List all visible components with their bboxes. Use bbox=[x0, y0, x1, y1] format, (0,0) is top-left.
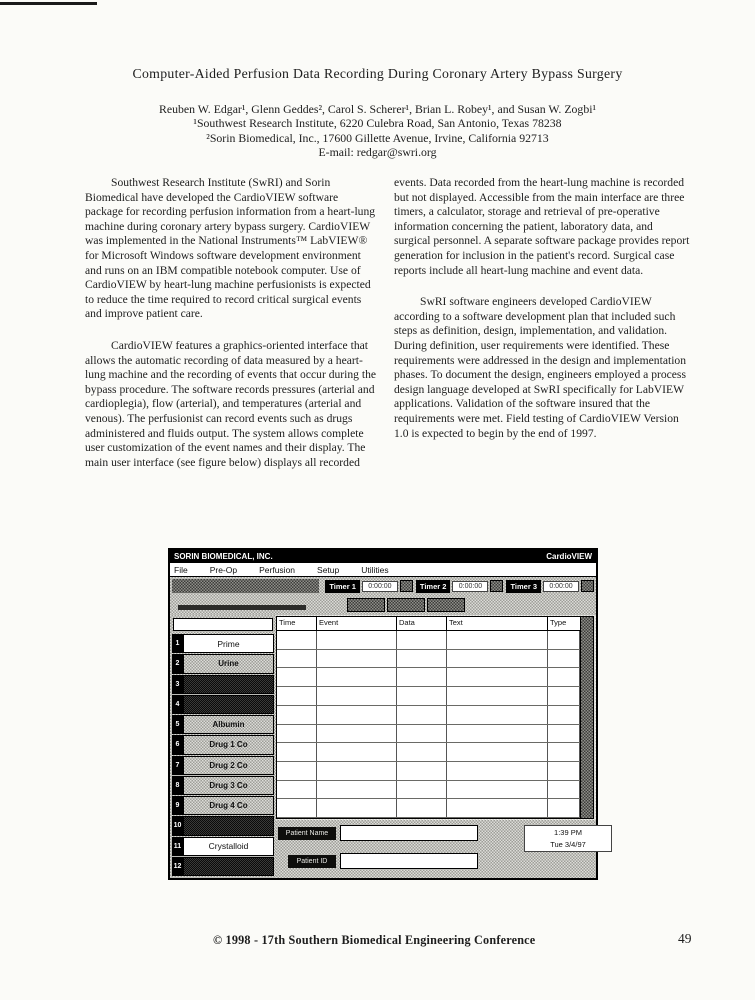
timer-3-group bbox=[506, 580, 594, 593]
event-table-row[interactable] bbox=[277, 725, 580, 744]
event-table-row[interactable] bbox=[277, 706, 580, 725]
event-table-cell bbox=[277, 762, 317, 780]
event-number: 3 bbox=[172, 675, 183, 694]
event-table-cell bbox=[548, 762, 580, 780]
event-table bbox=[276, 616, 594, 819]
event-table-cell bbox=[397, 631, 447, 649]
event-button-row bbox=[172, 695, 274, 714]
column-header-data: Data bbox=[397, 617, 447, 630]
event-button-crystalloid[interactable]: Crystalloid bbox=[183, 837, 274, 856]
event-table-cell bbox=[277, 650, 317, 668]
event-number: 7 bbox=[172, 756, 183, 775]
table-scrollbar[interactable] bbox=[580, 617, 593, 818]
event-table-row[interactable] bbox=[277, 668, 580, 687]
main-area bbox=[170, 615, 596, 878]
event-table-cell bbox=[317, 762, 397, 780]
event-button-row bbox=[172, 634, 274, 653]
column-header-time: Time bbox=[277, 617, 317, 630]
table-and-status bbox=[276, 615, 596, 878]
event-number: 4 bbox=[172, 695, 183, 714]
event-table-cell bbox=[548, 799, 580, 817]
event-table-cell bbox=[317, 631, 397, 649]
paragraph: events. Data recorded from the heart-lung machine is recorded but not displayed. Accessible from the main interface are three timers, a calculator, storage and retrieval of pre-operative information concerning the patient, laboratory data, and surgical personnel. A separate software package provides report generation for inclusion in the patient's record. Surgical case reports include all heart-lung machine and event data. bbox=[394, 176, 690, 277]
event-table-cell bbox=[397, 650, 447, 668]
event-table-cell bbox=[397, 706, 447, 724]
event-button-row bbox=[172, 675, 274, 694]
toolbar-button-2[interactable] bbox=[387, 598, 425, 612]
event-table-cell bbox=[447, 650, 548, 668]
product-name: CardioVIEW bbox=[546, 552, 592, 561]
timer-2-start-button[interactable] bbox=[490, 580, 503, 592]
event-table-row[interactable] bbox=[277, 799, 580, 818]
paragraph: Southwest Research Institute (SwRI) and Sorin Biomedical have developed the CardioVIEW software package for recording perfusion information from a heart-lung machine during coronary artery bypass surgery. CardioVIEW was implemented in the National Instruments™ LabVIEW® for Microsoft Windows software development environment and runs on an IBM compatible notebook computer. Use of CardioVIEW by heart-lung machine perfusionists is expected to reduce the time required to record critical surgical events and improve patient care. bbox=[85, 176, 376, 321]
event-button-row bbox=[172, 776, 274, 795]
event-button-row bbox=[172, 837, 274, 856]
event-table-cell bbox=[447, 743, 548, 761]
timer-3-start-button[interactable] bbox=[581, 580, 594, 592]
paragraph: CardioVIEW features a graphics-oriented interface that allows the automatic recording of data measured by a heart-lung machine and the recording of events that occur during the bypass procedure. The software records pressures (arterial and cardioplegia), flow (arterial), and temperatures (arterial and venous). The perfusionist can record events such as drugs administered and fluids output. The system allows complete user customization of the event names and their display. The main user interface (see figure below) displays all recorded bbox=[85, 338, 377, 469]
timer-2-label: Timer 2 bbox=[416, 580, 451, 593]
event-button-row bbox=[172, 816, 274, 835]
timer-2-display: 0:00:00 bbox=[452, 581, 488, 592]
event-number: 12 bbox=[172, 857, 183, 876]
event-table-cell bbox=[277, 631, 317, 649]
page-title: Computer-Aided Perfusion Data Recording During Coronary Artery Bypass Surgery bbox=[132, 66, 623, 81]
left-column bbox=[85, 176, 378, 487]
event-number: 10 bbox=[172, 816, 183, 835]
event-table-cell bbox=[317, 668, 397, 686]
event-button-albumin[interactable]: Albumin bbox=[183, 715, 274, 734]
event-button-drug-3[interactable]: Drug 3 Co bbox=[183, 776, 274, 795]
timer-1-label: Timer 1 bbox=[325, 580, 360, 593]
cardioview-window bbox=[168, 548, 598, 880]
patient-status-panel bbox=[276, 820, 596, 878]
event-number: 8 bbox=[172, 776, 183, 795]
event-number: 6 bbox=[172, 735, 183, 754]
footer-copyright: © 1998 - 17th Southern Biomedical Engineering Conference bbox=[213, 933, 536, 947]
event-table-cell bbox=[548, 668, 580, 686]
event-table-row[interactable] bbox=[277, 743, 580, 762]
event-button-row bbox=[172, 654, 274, 673]
menu-pre-op[interactable]: Pre-Op bbox=[209, 564, 238, 575]
event-button-10[interactable] bbox=[183, 816, 274, 835]
column-header-type: Type bbox=[550, 618, 567, 627]
toolbar-button-3[interactable] bbox=[427, 598, 465, 612]
clock-time: 1:39 PM bbox=[554, 828, 582, 837]
cardioview-screenshot-figure bbox=[168, 548, 598, 880]
menu-utilities[interactable]: Utilities bbox=[361, 564, 389, 575]
event-number: 11 bbox=[172, 837, 183, 856]
event-button-row bbox=[172, 857, 274, 876]
menu-file[interactable]: File bbox=[174, 564, 188, 575]
event-table-cell bbox=[447, 631, 548, 649]
event-table-cell bbox=[548, 687, 580, 705]
event-number: 9 bbox=[172, 796, 183, 815]
event-button-3[interactable] bbox=[183, 675, 274, 694]
body-columns bbox=[85, 176, 691, 487]
clock-date: Tue 3/4/97 bbox=[550, 840, 586, 849]
event-table-cell bbox=[277, 706, 317, 724]
event-table-cell bbox=[548, 631, 580, 649]
event-table-row[interactable] bbox=[277, 631, 580, 650]
flow-slider[interactable] bbox=[178, 605, 306, 610]
event-table-cell bbox=[397, 762, 447, 780]
event-button-row bbox=[172, 796, 274, 815]
event-number: 2 bbox=[172, 654, 183, 673]
email-line: E-mail: redgar@swri.org bbox=[318, 145, 437, 160]
affiliation-1: ¹Southwest Research Institute, 6220 Culebra Road, San Antonio, Texas 78238 bbox=[193, 116, 562, 131]
event-number: 1 bbox=[172, 634, 183, 653]
timer-3-label: Timer 3 bbox=[506, 580, 541, 593]
page-number: 49 bbox=[678, 931, 692, 946]
clock-display bbox=[524, 825, 612, 852]
event-table-cell bbox=[447, 799, 548, 817]
paragraph: SwRI software engineers developed CardioVIEW according to a software development plan that included such steps as definition, design, implementation, and validation. During definition, user requirements were identified. These requirements were addressed in the design and implementation phases. To document the design, engineers employed a process design language developed at SwRI specifically for LabVIEW applications. Validation of the software insured that the requirements were met. Field testing of CardioVIEW Version 1.0 is expected to begin by the end of 1997. bbox=[394, 295, 687, 440]
toolbar-row-2 bbox=[170, 595, 596, 615]
event-button-12[interactable] bbox=[183, 857, 274, 876]
event-table-body bbox=[277, 631, 580, 818]
event-table-header bbox=[277, 617, 580, 631]
timer-1-start-button[interactable] bbox=[400, 580, 413, 592]
event-table-cell bbox=[548, 725, 580, 743]
event-table-row[interactable] bbox=[277, 781, 580, 800]
timer-1-group bbox=[325, 580, 413, 593]
event-table-cell bbox=[277, 781, 317, 799]
menu-bar bbox=[170, 563, 596, 577]
scan-artifact-line bbox=[0, 2, 97, 5]
patient-id-input[interactable] bbox=[340, 853, 478, 869]
event-table-cell bbox=[397, 799, 447, 817]
event-table-cell bbox=[317, 687, 397, 705]
event-table-cell bbox=[397, 668, 447, 686]
event-table-cell bbox=[317, 781, 397, 799]
event-button-row bbox=[172, 756, 274, 775]
event-table-cell bbox=[317, 725, 397, 743]
event-table-cell bbox=[277, 725, 317, 743]
event-table-cell bbox=[317, 799, 397, 817]
timer-3-display: 0:00:00 bbox=[543, 581, 579, 592]
event-button-sidebar bbox=[170, 615, 276, 878]
event-button-urine[interactable]: Urine bbox=[183, 654, 274, 673]
event-table-row[interactable] bbox=[277, 650, 580, 669]
event-table-cell bbox=[548, 706, 580, 724]
event-button-row bbox=[172, 715, 274, 734]
event-table-cell bbox=[447, 781, 548, 799]
event-button-prime[interactable]: Prime bbox=[183, 634, 274, 653]
event-button-drug-2[interactable]: Drug 2 Co bbox=[183, 756, 274, 775]
event-table-row[interactable] bbox=[277, 687, 580, 706]
event-table-row[interactable] bbox=[277, 762, 580, 781]
paper-header bbox=[0, 66, 755, 160]
event-button-drug-1[interactable]: Drug 1 Co bbox=[183, 735, 274, 754]
affiliation-2: ²Sorin Biomedical, Inc., 17600 Gillette Avenue, Irvine, California 92713 bbox=[206, 130, 549, 145]
event-table-cell bbox=[447, 687, 548, 705]
column-header-event: Event bbox=[317, 617, 397, 630]
event-button-4[interactable] bbox=[183, 695, 274, 714]
pump-display-area bbox=[172, 579, 319, 593]
event-table-cell bbox=[548, 781, 580, 799]
event-number: 5 bbox=[172, 715, 183, 734]
right-column bbox=[394, 176, 691, 487]
event-table-cell bbox=[277, 668, 317, 686]
event-table-cell bbox=[397, 781, 447, 799]
menu-setup[interactable]: Setup bbox=[317, 564, 340, 575]
timer-2-group bbox=[416, 580, 504, 593]
event-button-row bbox=[172, 735, 274, 754]
authors-line: Reuben W. Edgar¹, Glenn Geddes², Carol S. Scherer¹, Brian L. Robey¹, and Susan W. Zogbi¹ bbox=[158, 102, 597, 116]
event-table-cell bbox=[548, 743, 580, 761]
window-title-bar bbox=[170, 550, 596, 563]
toolbar-button-1[interactable] bbox=[347, 598, 385, 612]
event-table-cell bbox=[317, 650, 397, 668]
event-table-cell bbox=[447, 725, 548, 743]
timer-row bbox=[170, 577, 596, 595]
event-name-display bbox=[173, 618, 273, 631]
event-table-cell bbox=[447, 706, 548, 724]
event-table-cell bbox=[397, 687, 447, 705]
timer-1-display: 0:00:00 bbox=[362, 581, 398, 592]
event-table-cell bbox=[548, 650, 580, 668]
event-table-cell bbox=[447, 668, 548, 686]
patient-name-input[interactable] bbox=[340, 825, 478, 841]
event-table-cell bbox=[277, 687, 317, 705]
event-table-cell bbox=[397, 743, 447, 761]
event-table-cell bbox=[317, 743, 397, 761]
toolbar bbox=[170, 577, 596, 615]
column-header-text: Text bbox=[447, 617, 548, 630]
event-table-cell bbox=[447, 762, 548, 780]
patient-name-label: Patient Name bbox=[278, 827, 336, 840]
app-name: SORIN BIOMEDICAL, INC. bbox=[174, 552, 273, 561]
event-table-cell bbox=[277, 799, 317, 817]
event-table-cell bbox=[277, 743, 317, 761]
event-button-drug-4[interactable]: Drug 4 Co bbox=[183, 796, 274, 815]
patient-id-label: Patient ID bbox=[288, 855, 336, 868]
menu-perfusion[interactable]: Perfusion bbox=[259, 564, 296, 575]
event-table-cell bbox=[317, 706, 397, 724]
event-table-cell bbox=[397, 725, 447, 743]
